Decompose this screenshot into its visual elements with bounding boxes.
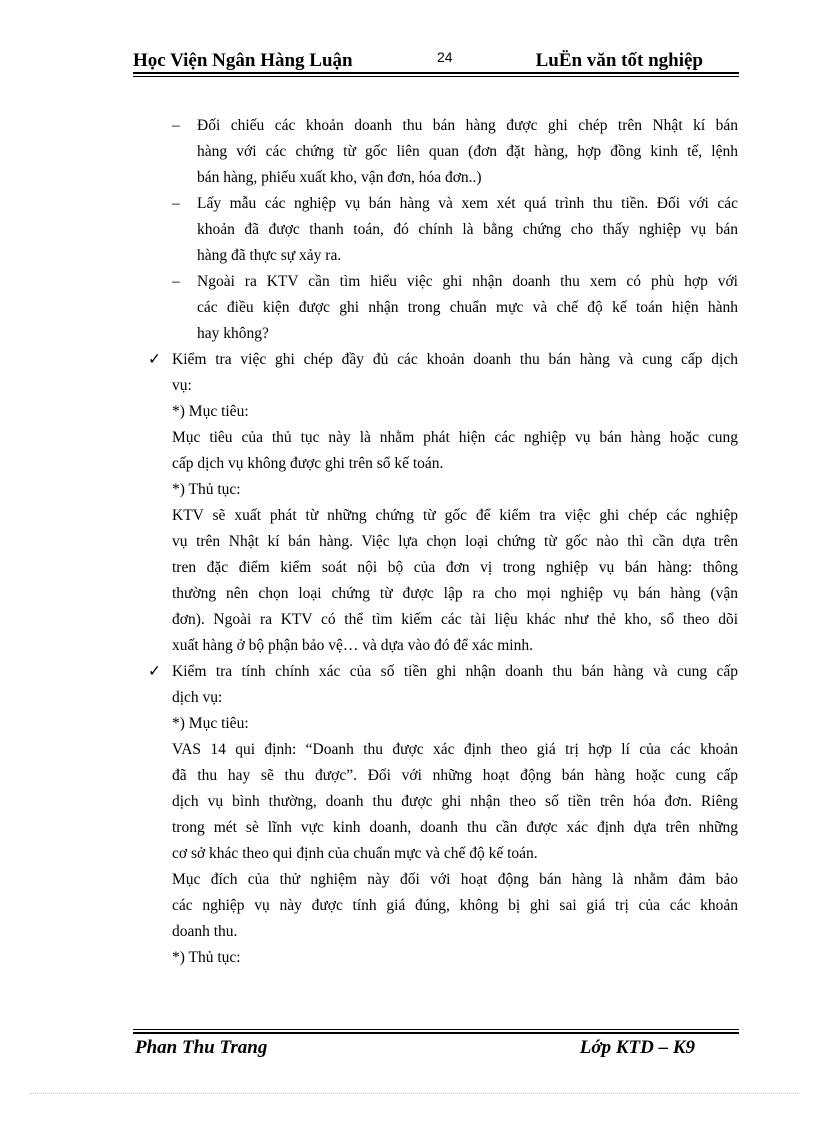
text-line: vụ: <box>172 377 192 394</box>
section-label: *) Thủ tục: <box>172 481 241 498</box>
checkmark-icon: ✓ <box>148 351 161 368</box>
text-line: cơ sở khác theo qui định của chuẩn mực và chế độ kế toán. <box>172 845 538 862</box>
text-line: các nghiệp vụ này được tính giá đúng, không bị ghi sai giá trị của các khoản <box>172 897 738 914</box>
text-line: hàng đã thực sự xảy ra. <box>197 247 342 264</box>
text-line: doanh thu. <box>172 923 238 940</box>
page-footer <box>133 1037 739 1061</box>
text-line: vụ trên Nhật kí bán hàng. Việc lựa chọn loại chứng từ gốc nào thì cần dựa trên <box>172 533 738 550</box>
text-line: thường nên chọn loại chứng từ được lập ra cho mọi nghiệp vụ bán hàng (vận <box>172 585 738 602</box>
page-bottom-divider <box>30 1093 800 1094</box>
section-label: *) Thủ tục: <box>172 949 241 966</box>
text-line: Mục tiêu của thủ tục này là nhằm phát hiện các nghiệp vụ bán hàng hoặc cung <box>172 429 738 446</box>
text-line: Lấy mẫu các nghiệp vụ bán hàng và xem xét quá trình thu tiền. Đối với các <box>197 195 738 212</box>
dash-marker: – <box>172 195 180 212</box>
text-line: xuất hàng ở bộ phận bảo vệ… và dựa vào đó để xác minh. <box>172 637 533 654</box>
text-line: Đối chiếu các khoản doanh thu bán hàng được ghi chép trên Nhật kí bán <box>197 117 738 134</box>
text-line: Ngoài ra KTV cần tìm hiểu việc ghi nhận doanh thu xem có phù hợp với <box>197 273 738 290</box>
footer-rule-thick <box>133 1032 739 1034</box>
footer-class: Lớp KTD – K9 <box>579 1037 695 1058</box>
header-rule-thin <box>133 76 739 77</box>
text-line: hay không? <box>197 325 269 342</box>
text-line: hàng với các chứng từ gốc liên quan (đơn đặt hàng, hợp đồng kinh tế, lệnh <box>197 143 738 160</box>
header-rule-thick <box>133 72 739 74</box>
header-thesis-title: LuËn văn tốt nghiệp <box>535 50 703 71</box>
header-institution: Học Viện Ngân Hàng Luận <box>133 50 353 71</box>
text-line: tren đặc điểm kiểm soát nội bộ của đơn vị trong nghiệp vụ bán hàng: thông <box>172 559 738 576</box>
checkmark-icon: ✓ <box>148 663 161 680</box>
page-number: 24 <box>437 49 453 65</box>
text-line: cấp dịch vụ không được ghi trên sổ kế toán. <box>172 455 444 472</box>
footer-author: Phan Thu Trang <box>135 1037 268 1058</box>
page-header <box>133 46 739 70</box>
text-line: Kiểm tra tính chính xác của số tiền ghi nhận doanh thu bán hàng và cung cấp <box>172 663 738 680</box>
text-line: Kiểm tra việc ghi chép đầy đủ các khoản doanh thu bán hàng và cung cấp dịch <box>172 351 738 368</box>
text-line: trong mét sè lĩnh vực kinh doanh, doanh thu cần được xác định dựa trên những <box>172 819 738 836</box>
dash-marker: – <box>172 273 180 290</box>
text-line: VAS 14 qui định: “Doanh thu được xác định theo giá trị hợp lí của các khoản <box>172 741 738 758</box>
text-line: các điều kiện được ghi nhận trong chuẩn mực và chế độ kế toán hiện hành <box>197 299 738 316</box>
text-line: dịch vụ: <box>172 689 223 706</box>
section-label: *) Mục tiêu: <box>172 715 249 732</box>
text-line: đã thu hay sẽ thu được”. Đối với những hoạt động bán hàng hoặc cung cấp <box>172 767 738 784</box>
text-line: dịch vụ bình thường, doanh thu được ghi nhận theo số tiền trên hóa đơn. Riêng <box>172 793 738 810</box>
section-label: *) Mục tiêu: <box>172 403 249 420</box>
text-line: đơn). Ngoài ra KTV có thể tìm kiếm các tài liệu khác như thẻ kho, sổ theo dõi <box>172 611 738 628</box>
text-line: bán hàng, phiếu xuất kho, vận đơn, hóa đơn..) <box>197 169 482 186</box>
footer-rule-thin <box>133 1029 739 1030</box>
text-line: KTV sẽ xuất phát từ những chứng từ gốc để kiểm tra việc ghi chép các nghiệp <box>172 507 738 524</box>
dash-marker: – <box>172 117 180 134</box>
text-line: khoản đã được thanh toán, đó chính là bằng chứng cho thấy nghiệp vụ bán <box>197 221 738 238</box>
text-line: Mục đích của thử nghiệm này đối với hoạt động bán hàng là nhằm đảm bảo <box>172 871 738 888</box>
